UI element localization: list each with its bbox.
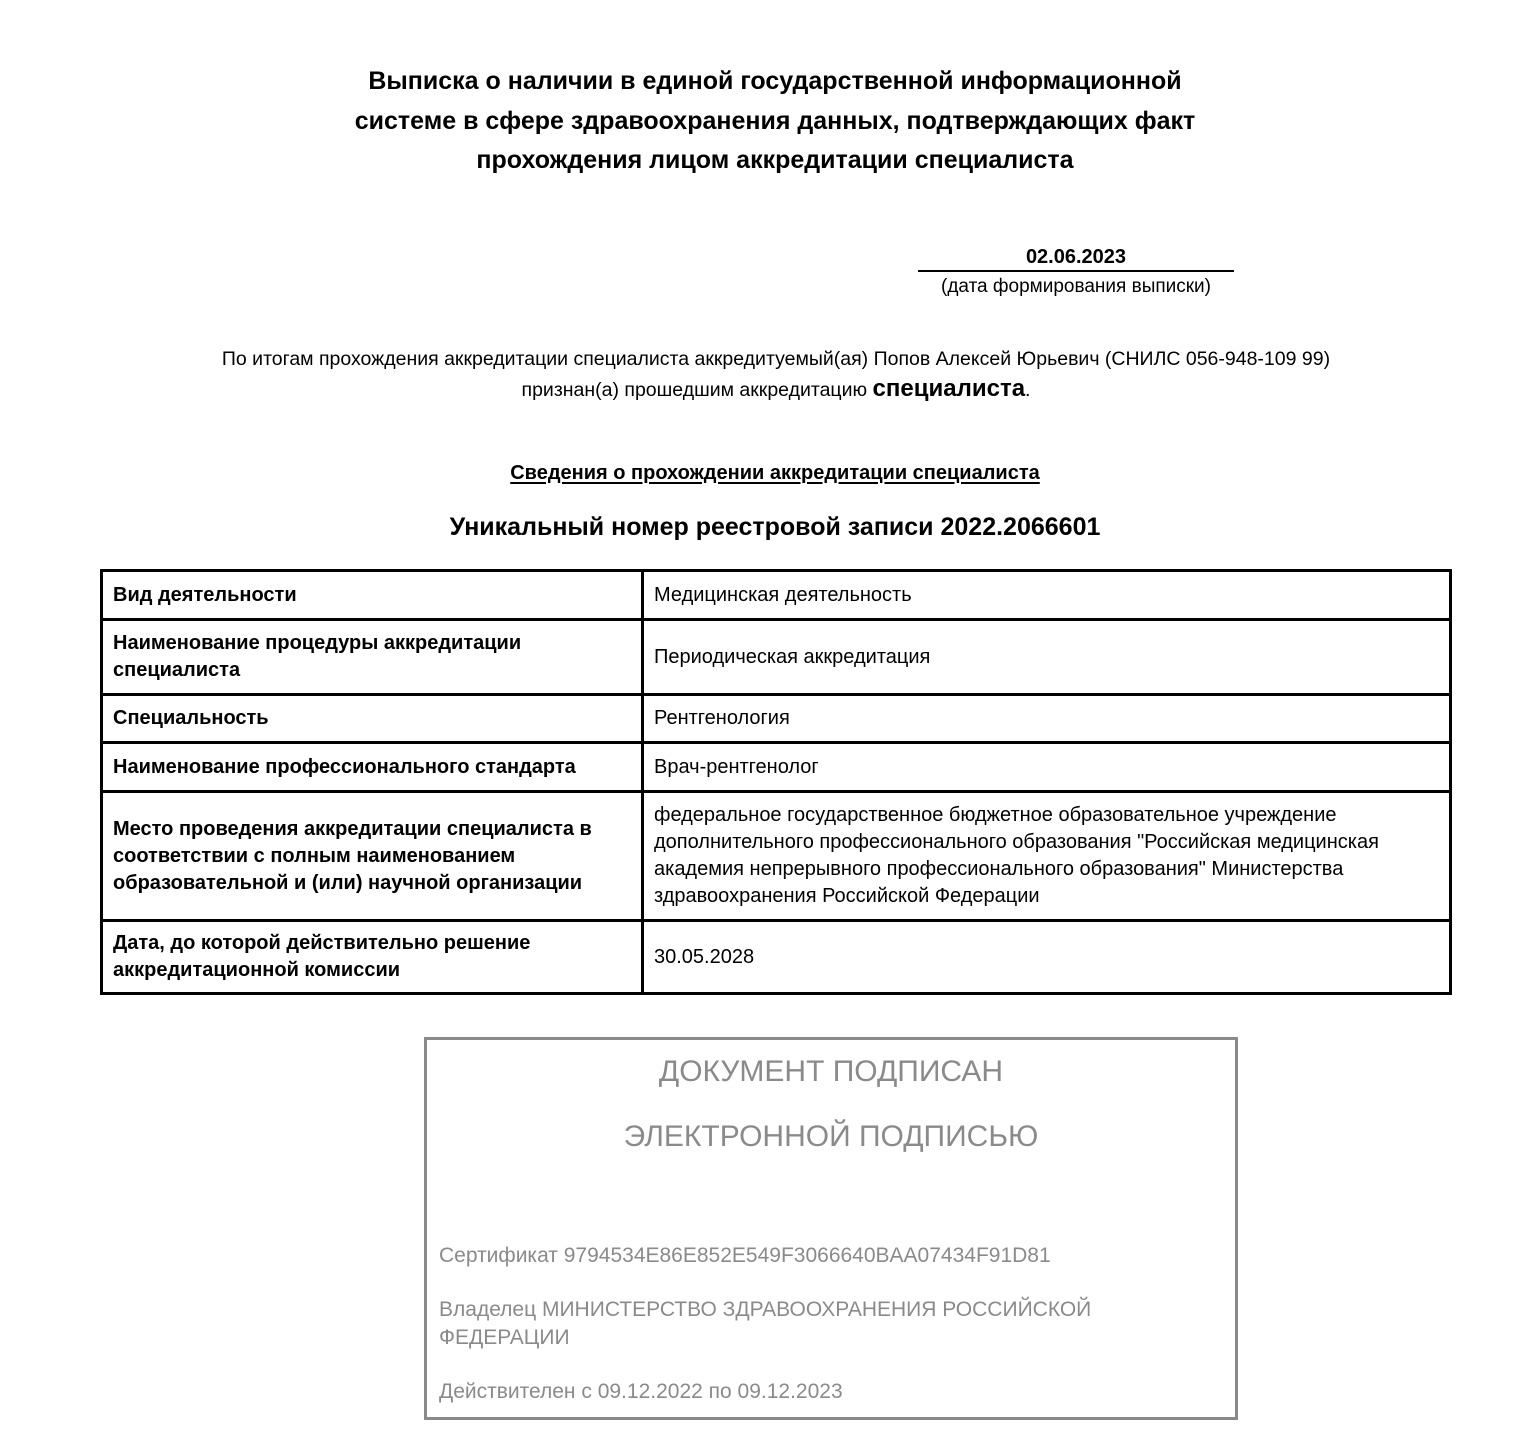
stamp-title-line-1: ДОКУМЕНТ ПОДПИСАН <box>658 1055 1004 1088</box>
stamp-certificate: Сертификат 9794534E86E852E549F3066640BAA07434F91D81 <box>439 1244 1051 1267</box>
accreditation-result <box>100 345 1452 405</box>
row-value: Врач-рентгенолог <box>643 743 1451 792</box>
title-line-1: Выписка о наличии в единой государственной информационной <box>368 67 1182 95</box>
result-line-1: По итогам прохождения аккредитации специалиста аккредитуемый(ая) Попов Алексей Юрьевич (СНИЛС 056-948-109 99) <box>221 348 1331 370</box>
stamp-validity: Действителен с 09.12.2022 по 09.12.2023 <box>439 1380 843 1403</box>
extract-date-caption: (дата формирования выписки) <box>941 276 1211 297</box>
document-title <box>300 62 1250 181</box>
row-label: Дата, до которой действительно решение аккредитационной комиссии <box>102 921 643 994</box>
result-prefix: признан(а) прошедшим аккредитацию <box>521 379 873 401</box>
date-block <box>908 244 1244 300</box>
section-heading: Сведения о прохождении аккредитации специалиста <box>510 462 1040 484</box>
stamp-title-line-2: ЭЛЕКТРОННОЙ ПОДПИСЬЮ <box>623 1120 1039 1153</box>
table-row <box>102 695 1451 743</box>
row-label: Место проведения аккредитации специалиста в соответствии с полным наименованием образовательной и (или) научной организации <box>102 792 643 921</box>
title-line-2: системе в сфере здравоохранения данных, подтверждающих факт <box>354 106 1196 135</box>
row-value: Медицинская деятельность <box>643 571 1451 620</box>
table-row <box>102 743 1451 792</box>
row-value: Рентгенология <box>643 695 1451 743</box>
row-value: Периодическая аккредитация <box>643 620 1451 695</box>
table-row <box>102 571 1451 620</box>
stamp-owner: Владелец МИНИСТЕРСТВО ЗДРАВООХРАНЕНИЯ РОССИЙСКОЙ ФЕДЕРАЦИИ <box>439 1298 1092 1349</box>
result-suffix: . <box>1025 379 1031 401</box>
result-line-2 <box>100 374 1452 405</box>
table-row <box>102 921 1451 994</box>
title-line-3: прохождения лицом аккредитации специалиста <box>476 146 1074 174</box>
row-value: 30.05.2028 <box>643 921 1451 994</box>
registry-number: Уникальный номер реестровой записи 2022.2066601 <box>449 513 1101 541</box>
row-label: Специальность <box>102 695 643 743</box>
row-label: Наименование процедуры аккредитации специалиста <box>102 620 643 695</box>
table-row <box>102 792 1451 921</box>
row-label: Вид деятельности <box>102 571 643 620</box>
row-value: федеральное государственное бюджетное образовательное учреждение дополнительного профессионального образования "Российская медицинская академия непрерывного профессионального образования" Министерства здравоохранения Российской Федерации <box>643 792 1451 921</box>
accreditation-table <box>100 569 1452 995</box>
table-row <box>102 620 1451 695</box>
result-qualification: специалиста <box>872 375 1026 402</box>
extract-date: 02.06.2023 <box>918 244 1234 272</box>
row-label: Наименование профессионального стандарта <box>102 743 643 792</box>
electronic-signature-stamp <box>424 1037 1238 1420</box>
